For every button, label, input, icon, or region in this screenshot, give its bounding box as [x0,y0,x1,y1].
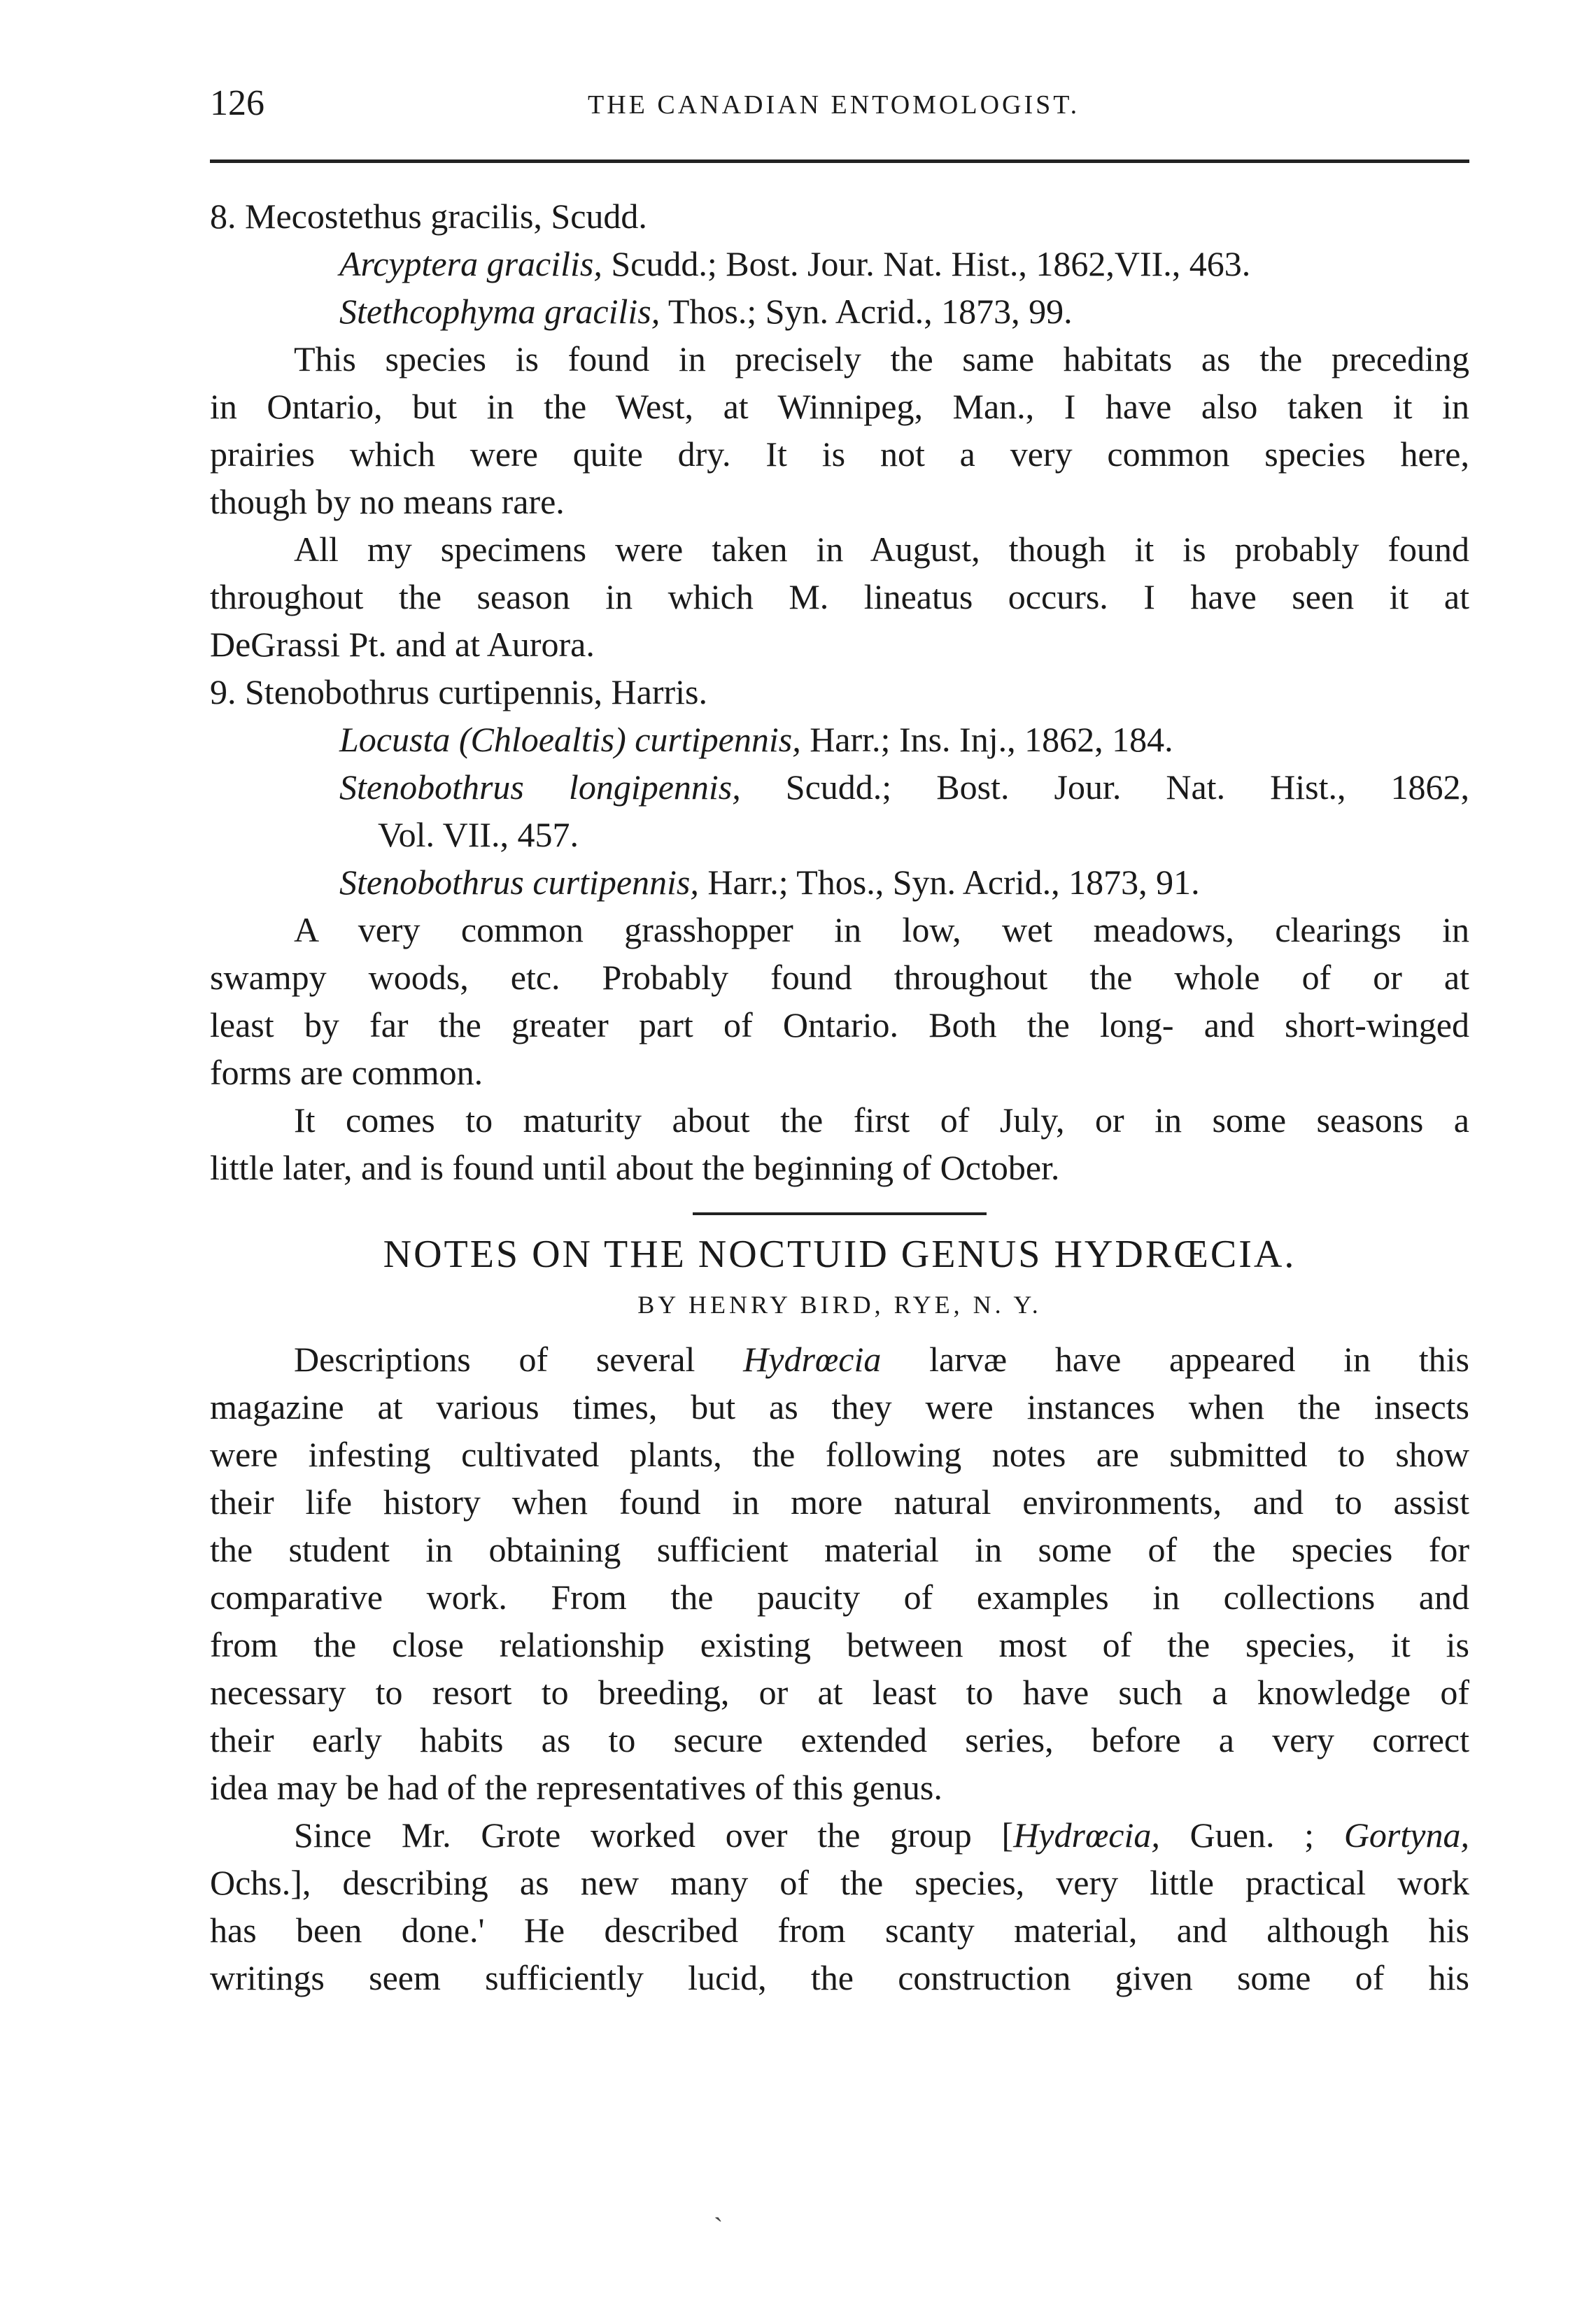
text-line: Ochs.], describing as new many of the species, very little practical work [210,1863,1469,1902]
header-rule [210,160,1469,163]
synonym-line [210,716,1469,763]
text-line: little later, and is found until about the beginning of October. [210,1148,1060,1187]
text-span: larvæ have appeared in this [881,1340,1469,1379]
text-line: their life history when found in more natural environments, and to assist [210,1482,1469,1522]
text-line: This species is found in precisely the same habitats as the preceding [294,339,1469,378]
text-line: DeGrassi Pt. and at Aurora. [210,625,595,664]
paragraph [210,1335,1469,1811]
text-line: comparative work. From the paucity of examples in collections and [210,1578,1469,1617]
text-line: It comes to maturity about the first of July, or in some seasons a [294,1100,1469,1140]
text-line: from the close relationship existing between most of the species, it is [210,1625,1469,1664]
text-line: throughout the season in which M. lineatus occurs. I have seen it at [210,577,1469,616]
footer-mark: ˏ [714,2190,723,2222]
text-line: A very common grasshopper in low, wet meadows, clearings in [294,910,1469,949]
text-line: idea may be had of the representatives of this genus. [210,1768,942,1807]
article-title: NOTES ON THE NOCTUID GENUS HYDRŒCIA. [383,1233,1297,1276]
running-head [210,83,1469,132]
text-line: prairies which were quite dry. It is not a very common species here, [210,434,1469,474]
synonym-ref: Thos.; Syn. Acrid., 1873, 99. [660,292,1073,331]
text-line: has been done.' He described from scanty material, and although his [210,1911,1469,1950]
journal-title: THE CANADIAN ENTOMOLOGIST. [588,90,1080,120]
synonym-name: Locusta (Chloealtis) curtipennis, [339,720,801,759]
italic-genus: Hydrœcia, [1013,1815,1160,1855]
text-line: necessary to resort to breeding, or at least to have such a knowledge of [210,1673,1469,1712]
paragraph [210,335,1469,525]
text-span: Descriptions of several [294,1340,744,1379]
page-number: 126 [210,83,264,123]
text-line [210,1811,1469,1859]
paragraph [210,906,1469,1096]
text-line: the student in obtaining sufficient material in some of the species for [210,1530,1469,1569]
paragraph [210,525,1469,668]
text-line: though by no means rare. [210,482,565,521]
text-span: Guen. ; [1159,1815,1344,1855]
synonym-line [210,240,1469,288]
text-line: least by far the greater part of Ontario. Both the long- and short-winged [210,1005,1469,1044]
synonym-continuation: Vol. VII., 457. [378,815,579,854]
synonym-line [210,858,1469,906]
article-byline: BY HENRY BIRD, RYE, N. Y. [637,1291,1042,1319]
paragraph [210,1811,1469,2001]
text-line: magazine at various times, but as they were instances when the insects [210,1387,1469,1426]
synonym-name: Arcyptera gracilis, [339,244,602,283]
text-line: forms are common. [210,1053,483,1092]
italic-genus: Hydrœcia [743,1340,882,1379]
synonym-name: Stenobothrus curtipennis, [339,863,699,902]
species-heading: 8. Mecostethus gracilis, Scudd. [210,197,647,236]
text-line: in Ontario, but in the West, at Winnipeg, Man., I have also taken it in [210,387,1469,426]
synonym-ref: Harr.; Ins. Inj., 1862, 184. [800,720,1173,759]
synonym-name: Stenobothrus longipennis, [339,767,741,807]
synonym-name: Stethcophyma gracilis, [339,292,661,331]
section-divider [693,1212,987,1215]
italic-genus: Gortyna, [1343,1815,1469,1855]
synonym-ref: Scudd.; Bost. Jour. Nat. Hist., 1862, [740,767,1470,807]
synonym-ref: Harr.; Thos., Syn. Acrid., 1873, 91. [698,863,1200,902]
text-line: their early habits as to secure extended series, before a very correct [210,1720,1469,1759]
paragraph [210,1096,1469,1191]
synonym-line [210,763,1469,811]
page-content [210,192,1469,2001]
text-line: writings seem sufficiently lucid, the construction given some of his [210,1958,1469,1997]
species-heading: 9. Stenobothrus curtipennis, Harris. [210,672,708,711]
text-line: All my specimens were taken in August, though it is probably found [294,530,1469,569]
text-span: Since Mr. Grote worked over the group [ [294,1815,1014,1855]
text-line [210,1335,1469,1383]
text-line: were infesting cultivated plants, the following notes are submitted to show [210,1435,1469,1474]
synonym-line [210,288,1469,335]
synonym-ref: Scudd.; Bost. Jour. Nat. Hist., 1862,VII., 463. [602,244,1251,283]
text-line: swampy woods, etc. Probably found throughout the whole of or at [210,958,1469,997]
